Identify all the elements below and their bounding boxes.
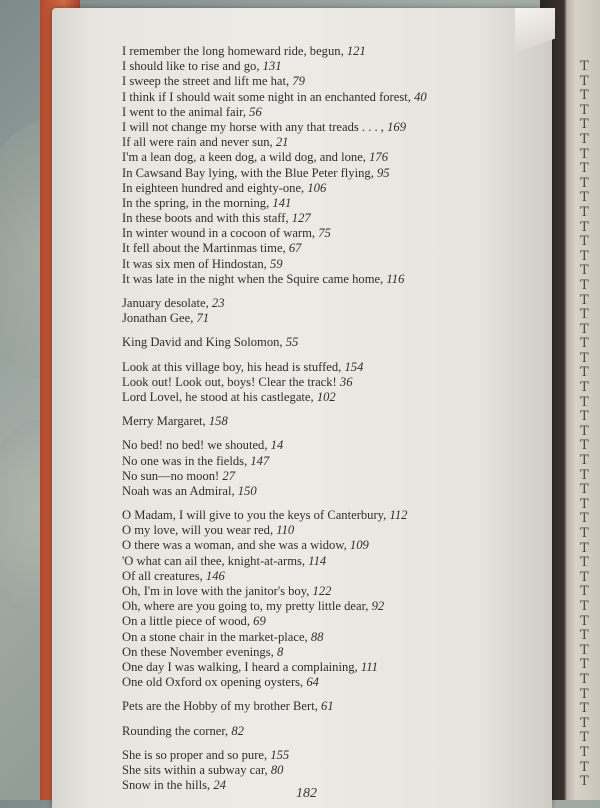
index-group	[122, 360, 542, 406]
entry-first-line: Lord Lovel, he stood at his castlegate,	[122, 389, 314, 404]
index-entry	[122, 375, 542, 390]
entry-page-number: 131	[262, 59, 282, 74]
entry-page-number: 92	[371, 599, 385, 614]
entry-page-number: 64	[306, 675, 319, 690]
index-entry	[122, 120, 542, 135]
entry-page-number: 127	[291, 211, 311, 226]
entry-page-number: 141	[272, 195, 292, 210]
entry-first-line: Oh, I'm in love with the janitor's boy,	[122, 584, 310, 598]
entry-page-number: 56	[249, 104, 262, 119]
index-group	[122, 335, 542, 350]
entry-first-line: Look at this village boy, his head is stuffed,	[122, 359, 342, 374]
entry-page-number: 67	[288, 241, 302, 256]
entry-page-number: 80	[270, 762, 284, 777]
index-entry	[122, 584, 542, 599]
entry-first-line: Pets are the Hobby of my brother Bert,	[122, 699, 318, 714]
index-entry	[122, 211, 542, 226]
entry-first-line: Oh, where are you going to, my pretty little dear,	[122, 599, 369, 614]
entry-first-line: O Madam, I will give to you the keys of Canterbury,	[122, 508, 387, 523]
entry-page-number: 23	[211, 296, 225, 310]
index-entry	[122, 90, 542, 105]
entry-first-line: Rounding the corner,	[122, 723, 229, 738]
page-number: 182	[296, 786, 317, 801]
index-entry	[122, 630, 542, 645]
entry-page-number: 75	[318, 226, 331, 241]
index-entry	[122, 599, 542, 614]
index-group	[122, 414, 542, 429]
entry-page-number: 111	[360, 659, 378, 674]
index-entry	[122, 59, 542, 74]
index-entry	[122, 778, 542, 793]
entry-page-number: 116	[386, 271, 405, 286]
index-group	[122, 748, 542, 794]
entry-first-line: January desolate,	[122, 296, 209, 310]
entry-first-line: In Cawsand Bay lying, with the Blue Peter flying,	[122, 165, 374, 180]
entry-page-number: 21	[275, 135, 289, 150]
next-page-edge-text: T T T T T T T T T T T T T T T T T T T T T T T T T T T T T T T T T T T T T T T T T T T T T T T T T T	[580, 60, 589, 790]
index-entry	[122, 196, 542, 211]
index-entry	[122, 311, 542, 326]
entry-first-line: One day I was walking, I heard a complaining,	[122, 659, 358, 674]
index-entry	[122, 554, 542, 569]
entry-page-number: 36	[339, 374, 353, 389]
entry-page-number: 102	[316, 389, 336, 404]
entry-first-line: Look out! Look out, boys! Clear the track!	[122, 374, 337, 389]
entry-page-number: 69	[253, 614, 266, 629]
entry-first-line: On a stone chair in the market-place,	[122, 629, 308, 644]
index-entry	[122, 645, 542, 660]
entry-first-line: Noah was an Admiral,	[122, 483, 235, 498]
index-entry	[122, 296, 542, 311]
index-entry	[122, 660, 542, 675]
index-entry	[122, 699, 542, 714]
entry-page-number: 8	[276, 644, 284, 659]
entry-page-number: 59	[269, 256, 283, 271]
entry-page-number: 121	[346, 44, 366, 58]
entry-first-line: I went to the animal fair,	[122, 104, 246, 119]
entry-first-line: No sun—no moon!	[122, 468, 220, 483]
index-group	[122, 438, 542, 499]
entry-first-line: It was late in the night when the Squire came home,	[122, 271, 384, 286]
entry-first-line: Merry Margaret,	[122, 414, 206, 429]
index-entry	[122, 538, 542, 553]
index-entry	[122, 675, 542, 690]
entry-first-line: No bed! no bed! we shouted,	[122, 438, 268, 453]
index-entry	[122, 226, 542, 241]
entry-first-line: I remember the long homeward ride, begun,	[122, 44, 344, 58]
index-entry	[122, 150, 542, 165]
entry-first-line: In the spring, in the morning,	[122, 195, 270, 210]
entry-first-line: Snow in the hills,	[122, 778, 211, 793]
entry-page-number: 27	[222, 468, 236, 483]
index-entry	[122, 166, 542, 181]
entry-page-number: 147	[250, 453, 270, 468]
entry-page-number: 109	[349, 538, 369, 553]
entry-page-number: 155	[270, 747, 290, 762]
entry-page-number: 169	[387, 119, 407, 134]
entry-page-number: 24	[213, 778, 226, 793]
index-group	[122, 699, 542, 714]
index-group	[122, 724, 542, 739]
index-entry	[122, 335, 542, 350]
index-entry	[122, 135, 542, 150]
index-entry	[122, 390, 542, 405]
entry-first-line: Of all creatures,	[122, 568, 203, 583]
entry-first-line: O there was a woman, and she was a widow,	[122, 538, 347, 553]
index-entry	[122, 484, 542, 499]
index-entry	[122, 181, 542, 196]
entry-first-line: If all were rain and never sun,	[122, 135, 273, 150]
entry-page-number: 88	[310, 629, 324, 644]
entry-first-line: She is so proper and so pure,	[122, 747, 268, 762]
entry-page-number: 95	[377, 165, 390, 180]
index-entry	[122, 523, 542, 538]
entry-page-number: 146	[205, 568, 225, 583]
entry-page-number: 114	[308, 553, 327, 568]
index-group	[122, 44, 542, 287]
index-entry	[122, 508, 542, 523]
index-group	[122, 508, 542, 690]
index-entry	[122, 414, 542, 429]
entry-page-number: 106	[307, 180, 327, 195]
entry-page-number: 82	[231, 723, 244, 738]
index-entry	[122, 44, 542, 59]
first-lines-index	[122, 44, 542, 802]
entry-first-line: One old Oxford ox opening oysters,	[122, 675, 304, 690]
entry-page-number: 176	[369, 150, 388, 165]
index-entry	[122, 74, 542, 89]
entry-page-number: 61	[321, 699, 334, 714]
entry-first-line: I sweep the street and lift me hat,	[122, 74, 290, 89]
entry-first-line: King David and King Solomon,	[122, 335, 283, 350]
entry-page-number: 40	[414, 89, 427, 104]
index-group	[122, 296, 542, 326]
entry-first-line: 'O what can ail thee, knight-at-arms,	[122, 553, 306, 568]
index-entry	[122, 454, 542, 469]
entry-page-number: 110	[276, 523, 295, 538]
entry-first-line: I think if I should wait some night in an enchanted forest,	[122, 89, 411, 104]
index-entry	[122, 241, 542, 256]
entry-first-line: I will not change my horse with any that treads . . . ,	[122, 119, 384, 134]
index-entry	[122, 360, 542, 375]
entry-first-line: It fell about the Martinmas time,	[122, 241, 286, 256]
index-entry	[122, 105, 542, 120]
entry-first-line: O my love, will you wear red,	[122, 523, 274, 538]
entry-first-line: In eighteen hundred and eighty-one,	[122, 180, 305, 195]
index-entry	[122, 272, 542, 287]
entry-page-number: 122	[312, 584, 332, 598]
entry-page-number: 154	[344, 359, 364, 374]
entry-first-line: I should like to rise and go,	[122, 59, 260, 74]
entry-page-number: 158	[208, 414, 228, 429]
entry-page-number: 79	[292, 74, 305, 89]
entry-first-line: I'm a lean dog, a keen dog, a wild dog, and lone,	[122, 150, 366, 165]
index-entry	[122, 469, 542, 484]
index-entry	[122, 569, 542, 584]
index-entry	[122, 763, 542, 778]
index-entry	[122, 748, 542, 763]
entry-page-number: 150	[237, 483, 257, 498]
index-entry	[122, 438, 542, 453]
entry-first-line: In winter wound in a cocoon of warm,	[122, 226, 316, 241]
index-entry	[122, 257, 542, 272]
index-entry	[122, 724, 542, 739]
entry-first-line: No one was in the fields,	[122, 453, 248, 468]
entry-page-number: 112	[389, 508, 408, 523]
entry-first-line: On these November evenings,	[122, 644, 274, 659]
entry-page-number: 71	[196, 311, 210, 326]
index-entry	[122, 614, 542, 629]
entry-page-number: 14	[270, 438, 284, 453]
entry-page-number: 55	[285, 335, 299, 350]
entry-first-line: In these boots and with this staff,	[122, 211, 289, 226]
entry-first-line: It was six men of Hindostan,	[122, 256, 267, 271]
entry-first-line: Jonathan Gee,	[122, 311, 194, 326]
entry-first-line: She sits within a subway car,	[122, 762, 268, 777]
entry-first-line: On a little piece of wood,	[122, 614, 250, 629]
